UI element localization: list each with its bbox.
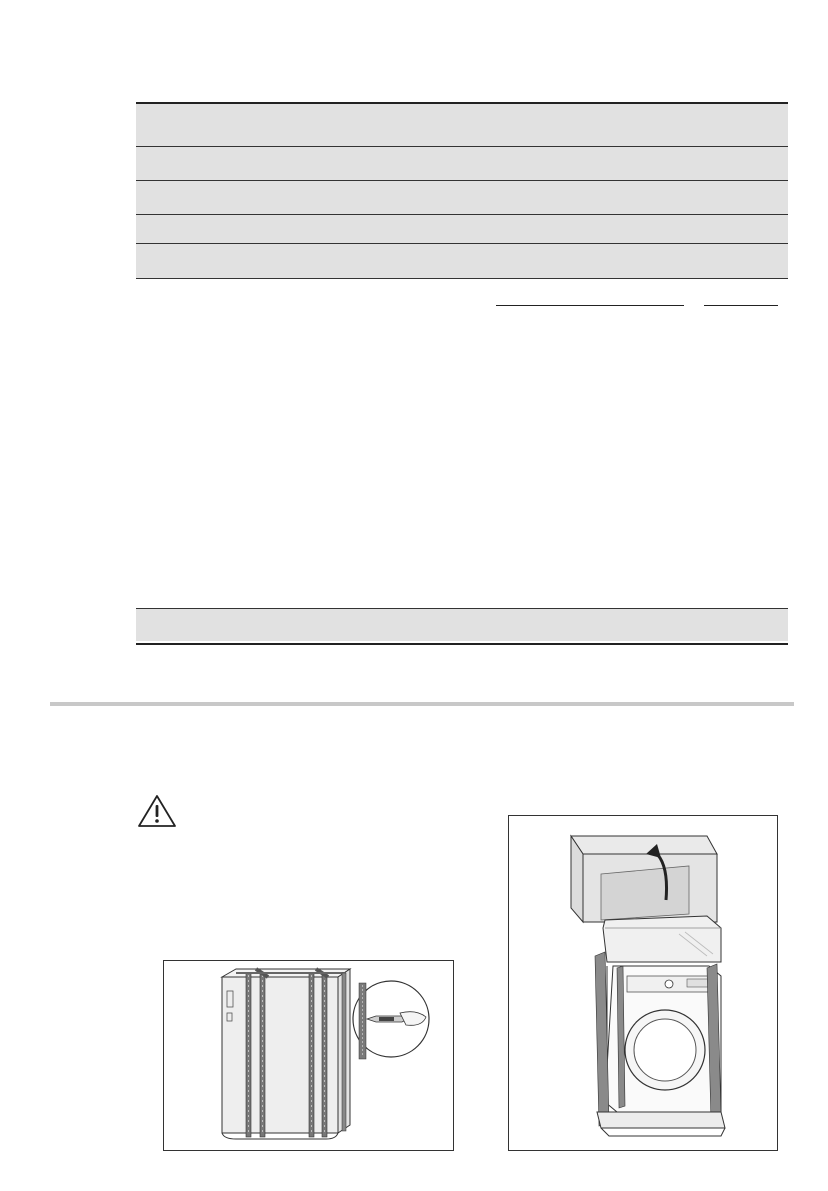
- cutter-knife-illustration: [353, 981, 429, 1059]
- packaged-appliance-illustration: [222, 969, 350, 1139]
- figure-box-removal: [508, 815, 778, 1151]
- table-row: [136, 104, 788, 147]
- table-row: [136, 244, 788, 279]
- section-divider: [50, 702, 794, 706]
- table-row: [136, 181, 788, 215]
- underline-rule: [496, 305, 684, 306]
- table-row: [136, 609, 788, 641]
- table-row: [136, 279, 788, 609]
- base-pallet-illustration: [597, 1112, 725, 1136]
- top-foam-illustration: [603, 916, 721, 962]
- figure-strap-cutting: [163, 960, 454, 1151]
- table-row: [136, 215, 788, 244]
- underline-rule: [704, 305, 778, 306]
- table-row: [136, 147, 788, 181]
- warning-triangle-icon: [137, 794, 177, 828]
- specification-table: [136, 102, 788, 645]
- cardboard-box-illustration: [571, 836, 717, 922]
